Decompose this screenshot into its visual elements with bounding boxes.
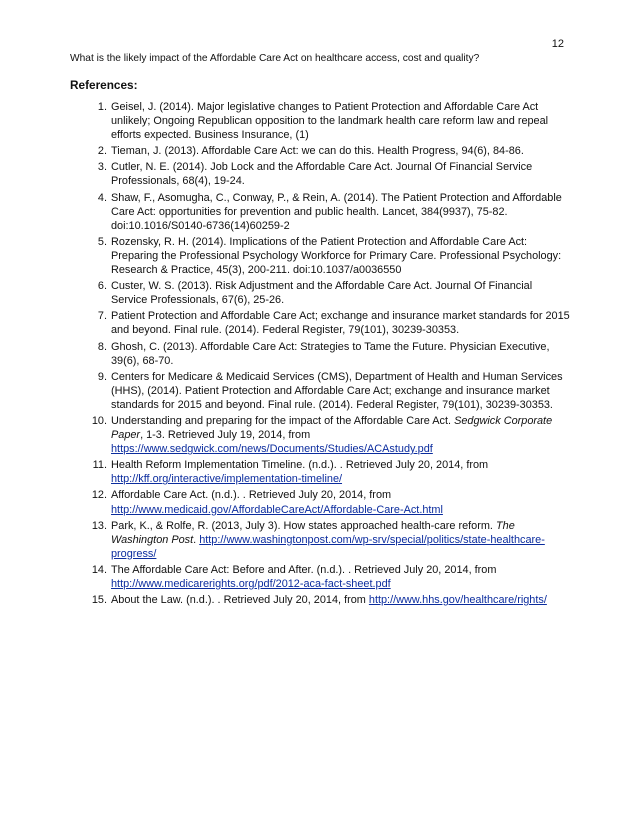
question-line: What is the likely impact of the Affordable Care Act on healthcare access, cost and quality? bbox=[70, 53, 480, 64]
reference-item-14 bbox=[70, 563, 570, 591]
reference-text: Rozensky, R. H. (2014). Implications of the Patient Protection and Affordable Care Act: Preparing the Professional Psychology Workforce for Primary Care. Professional Psychology: Research & Practice, 45(3), 200-211. doi:10.1037/a0036550 bbox=[111, 235, 562, 277]
reference-number: 7. bbox=[97, 310, 107, 323]
reference-item-13 bbox=[70, 519, 570, 561]
reference-text: Centers for Medicare & Medicaid Services (CMS), Department of Health and Human Services (HHS), (2014). Patient Protection and Affordable Care Act; exchange and insurance market standards for 2015 and beyond. Final rule. (2014). Federal Register, 79(101), 30239-30353. bbox=[111, 370, 563, 411]
reference-number: 9. bbox=[97, 370, 107, 383]
reference-item-4 bbox=[70, 191, 570, 233]
reference-number: 10. bbox=[91, 414, 107, 427]
reference-item-2 bbox=[70, 144, 570, 158]
reference-item-1 bbox=[70, 100, 570, 142]
reference-item-12 bbox=[70, 488, 570, 516]
reference-text: About the Law. (n.d.). . Retrieved July 20, 2014, from bbox=[111, 594, 366, 607]
reference-number: 6. bbox=[97, 280, 107, 293]
reference-number: 14. bbox=[91, 563, 107, 576]
reference-item-8 bbox=[70, 340, 570, 368]
reference-link[interactable]: http://www.washingtonpost.com/wp-srv/special/politics/state-healthcare-progress/ bbox=[111, 533, 545, 560]
reference-item-3 bbox=[70, 160, 570, 188]
reference-item-9 bbox=[70, 370, 570, 412]
reference-number: 15. bbox=[91, 594, 107, 607]
reference-link[interactable]: http://www.medicaid.gov/AffordableCareAct/Affordable-Care-Act.html bbox=[111, 503, 443, 516]
reference-link[interactable]: https://www.sedgwick.com/news/Documents/Studies/ACAstudy.pdf bbox=[111, 443, 433, 456]
reference-text-after: . bbox=[193, 533, 197, 546]
reference-number: 11. bbox=[92, 459, 107, 472]
reference-item-10 bbox=[70, 414, 570, 456]
reference-number: 1. bbox=[97, 101, 107, 113]
reference-text: Tieman, J. (2013). Affordable Care Act: we can do this. Health Progress, 94(6), 84-86. bbox=[111, 145, 524, 158]
reference-number: 12. bbox=[91, 489, 107, 502]
references-list bbox=[70, 100, 570, 609]
reference-number: 8. bbox=[97, 340, 107, 353]
reference-item-5 bbox=[70, 235, 570, 277]
reference-text: Patient Protection and Affordable Care Act; exchange and insurance market standards for 2015 and beyond. Final rule. (2014). Federal Register, 79(101), 30239-30353. bbox=[111, 310, 570, 337]
reference-text: Ghosh, C. (2013). Affordable Care Act: Strategies to Tame the Future. Physician Executive, 39(6), 68-70. bbox=[111, 340, 550, 367]
reference-item-7 bbox=[70, 309, 570, 337]
reference-text: The Affordable Care Act: Before and After. (n.d.). . Retrieved July 20, 2014, from bbox=[111, 563, 497, 576]
reference-text: Shaw, F., Asomugha, C., Conway, P., & Rein, A. (2014). The Patient Protection and Affordable Care Act: opportunities for prevention and public health. Lancet, 384(9937), 75-82. doi:10.1016/S0140-6736(14)60259-2 bbox=[111, 191, 562, 232]
reference-number: 5. bbox=[97, 235, 107, 248]
reference-link[interactable]: http://www.hhs.gov/healthcare/rights/ bbox=[368, 594, 547, 607]
reference-text: Geisel, J. (2014). Major legislative changes to Patient Protection and Affordable Care Act unlikely; Ongoing Republican opposition to the landmark health care reform law and repeal efforts expected. Business Insurance, (1) bbox=[111, 101, 549, 142]
reference-item-15 bbox=[70, 593, 570, 607]
reference-number: 3. bbox=[97, 161, 107, 174]
reference-source: Sedgwick Corporate Paper bbox=[111, 414, 553, 442]
reference-source: The Washington Post bbox=[111, 519, 515, 546]
reference-link[interactable]: http://kff.org/interactive/implementation-timeline/ bbox=[111, 473, 343, 486]
reference-number: 2. bbox=[97, 145, 107, 158]
reference-item-11 bbox=[70, 458, 570, 486]
reference-text: Cutler, N. E. (2014). Job Lock and the Affordable Care Act. Journal Of Financial Service Professionals, 68(4), 19-24. bbox=[111, 161, 533, 188]
reference-text: Park, K., & Rolfe, R. (2013, July 3). How states approached health-care reform. bbox=[111, 519, 493, 532]
reference-number: 4. bbox=[97, 191, 107, 204]
page-number: 12 bbox=[551, 38, 564, 50]
reference-item-6 bbox=[70, 279, 570, 307]
reference-text: Affordable Care Act. (n.d.). . Retrieved July 20, 2014, from bbox=[111, 489, 392, 502]
reference-text: Health Reform Implementation Timeline. (n.d.). . Retrieved July 20, 2014, from bbox=[111, 459, 489, 472]
reference-number: 13. bbox=[91, 519, 107, 532]
reference-link[interactable]: http://www.medicarerights.org/pdf/2012-aca-fact-sheet.pdf bbox=[111, 578, 391, 590]
reference-text: Custer, W. S. (2013). Risk Adjustment and the Affordable Care Act. Journal Of Financial Service Professionals, 67(6), 25-26. bbox=[111, 280, 533, 307]
reference-text-after: , 1-3. Retrieved July 19, 2014, from bbox=[140, 429, 311, 442]
references-heading: References: bbox=[70, 78, 138, 92]
reference-text: Understanding and preparing for the impact of the Affordable Care Act. bbox=[111, 414, 452, 427]
